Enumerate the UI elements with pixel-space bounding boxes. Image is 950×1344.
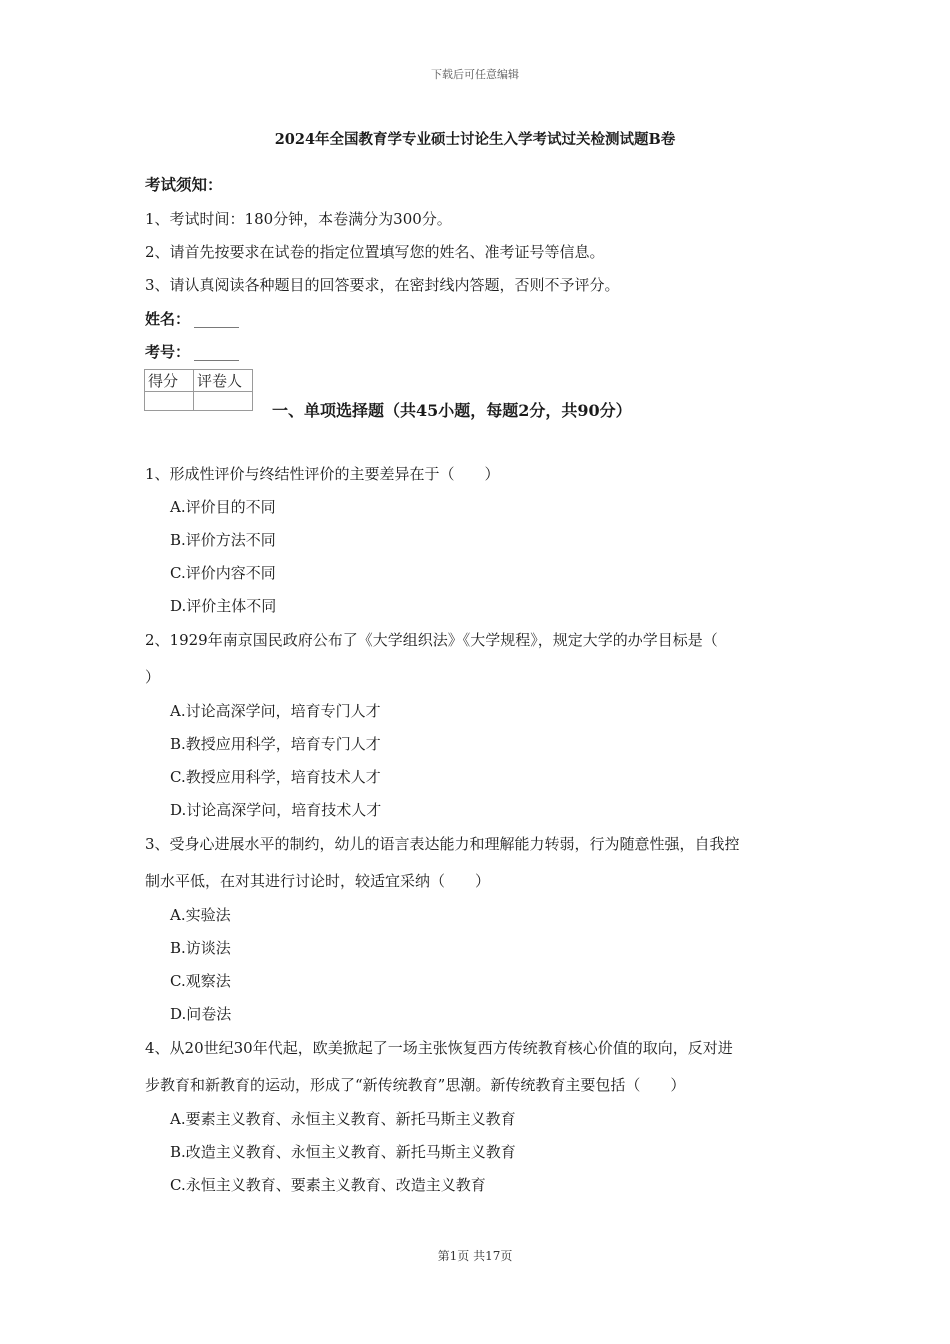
- question-stem: 2、1929年南京国民政府公布了《大学组织法》《大学规程》，规定大学的办学目标是（: [145, 631, 718, 649]
- question-option[interactable]: A.实验法: [170, 906, 231, 924]
- question-stem: 3、受身心进展水平的制约，幼儿的语言表达能力和理解能力转弱，行为随意性强，自我控: [145, 835, 740, 853]
- question-stem-continuation: 制水平低，在对其进行讨论时，较适宜采纳（ ）: [145, 872, 491, 890]
- document-title: 2024年全国教育学专业硕士讨论生入学考试过关检测试题B卷: [274, 131, 676, 148]
- question-option[interactable]: D.讨论高深学问，培育技术人才: [170, 801, 382, 819]
- question-option[interactable]: C.永恒主义教育、要素主义教育、改造主义教育: [170, 1176, 486, 1194]
- exam-id-field: [145, 341, 239, 362]
- header-note: 下载后可任意编辑: [431, 68, 519, 81]
- question-stem: 4、从20世纪30年代起，欧美掀起了一场主张恢复西方传统教育核心价值的取向，反对进: [145, 1039, 733, 1057]
- question-option[interactable]: A.评价目的不同: [170, 498, 276, 516]
- question-option[interactable]: C.评价内容不同: [170, 564, 276, 582]
- score-header: 得分: [145, 370, 194, 392]
- question-option[interactable]: B.改造主义教育、永恒主义教育、新托马斯主义教育: [170, 1143, 516, 1161]
- exam-id-label: 考号：: [145, 343, 191, 361]
- grader-cell[interactable]: [194, 392, 253, 411]
- question-option[interactable]: D.评价主体不同: [170, 597, 277, 615]
- notice-heading: 考试须知：: [145, 175, 223, 194]
- question-option[interactable]: A.讨论高深学问，培育专门人才: [170, 702, 381, 720]
- part1-heading: 一、单项选择题（共45小题，每题2分，共90分）: [272, 401, 632, 420]
- notice-item: 3、请认真阅读各种题目的回答要求，在密封线内答题，否则不予评分。: [145, 276, 620, 294]
- question-option[interactable]: B.访谈法: [170, 939, 231, 957]
- question-option[interactable]: D.问卷法: [170, 1005, 232, 1023]
- notice-item: 1、考试时间：180分钟，本卷满分为300分。: [145, 210, 452, 228]
- question-stem: 1、形成性评价与终结性评价的主要差异在于（ ）: [145, 465, 500, 483]
- question-option[interactable]: A.要素主义教育、永恒主义教育、新托马斯主义教育: [170, 1110, 516, 1128]
- question-option[interactable]: B.评价方法不同: [170, 531, 276, 549]
- notice-item: 2、请首先按要求在试卷的指定位置填写您的姓名、准考证号等信息。: [145, 243, 605, 261]
- question-option[interactable]: B.教授应用科学，培育专门人才: [170, 735, 381, 753]
- question-option[interactable]: C.观察法: [170, 972, 231, 990]
- name-field: [145, 308, 239, 329]
- score-table: [144, 369, 253, 411]
- page-footer: 第1页 共17页: [437, 1249, 513, 1263]
- score-cell[interactable]: [145, 392, 194, 411]
- question-stem-continuation: ）: [145, 668, 161, 686]
- exam-id-blank[interactable]: ______: [194, 343, 240, 361]
- name-blank[interactable]: ______: [194, 310, 240, 328]
- name-label: 姓名：: [145, 310, 191, 328]
- question-stem-continuation: 步教育和新教育的运动，形成了“新传统教育”思潮。新传统教育主要包括（ ）: [145, 1076, 686, 1094]
- question-option[interactable]: C.教授应用科学，培育技术人才: [170, 768, 381, 786]
- grader-header: 评卷人: [194, 370, 253, 392]
